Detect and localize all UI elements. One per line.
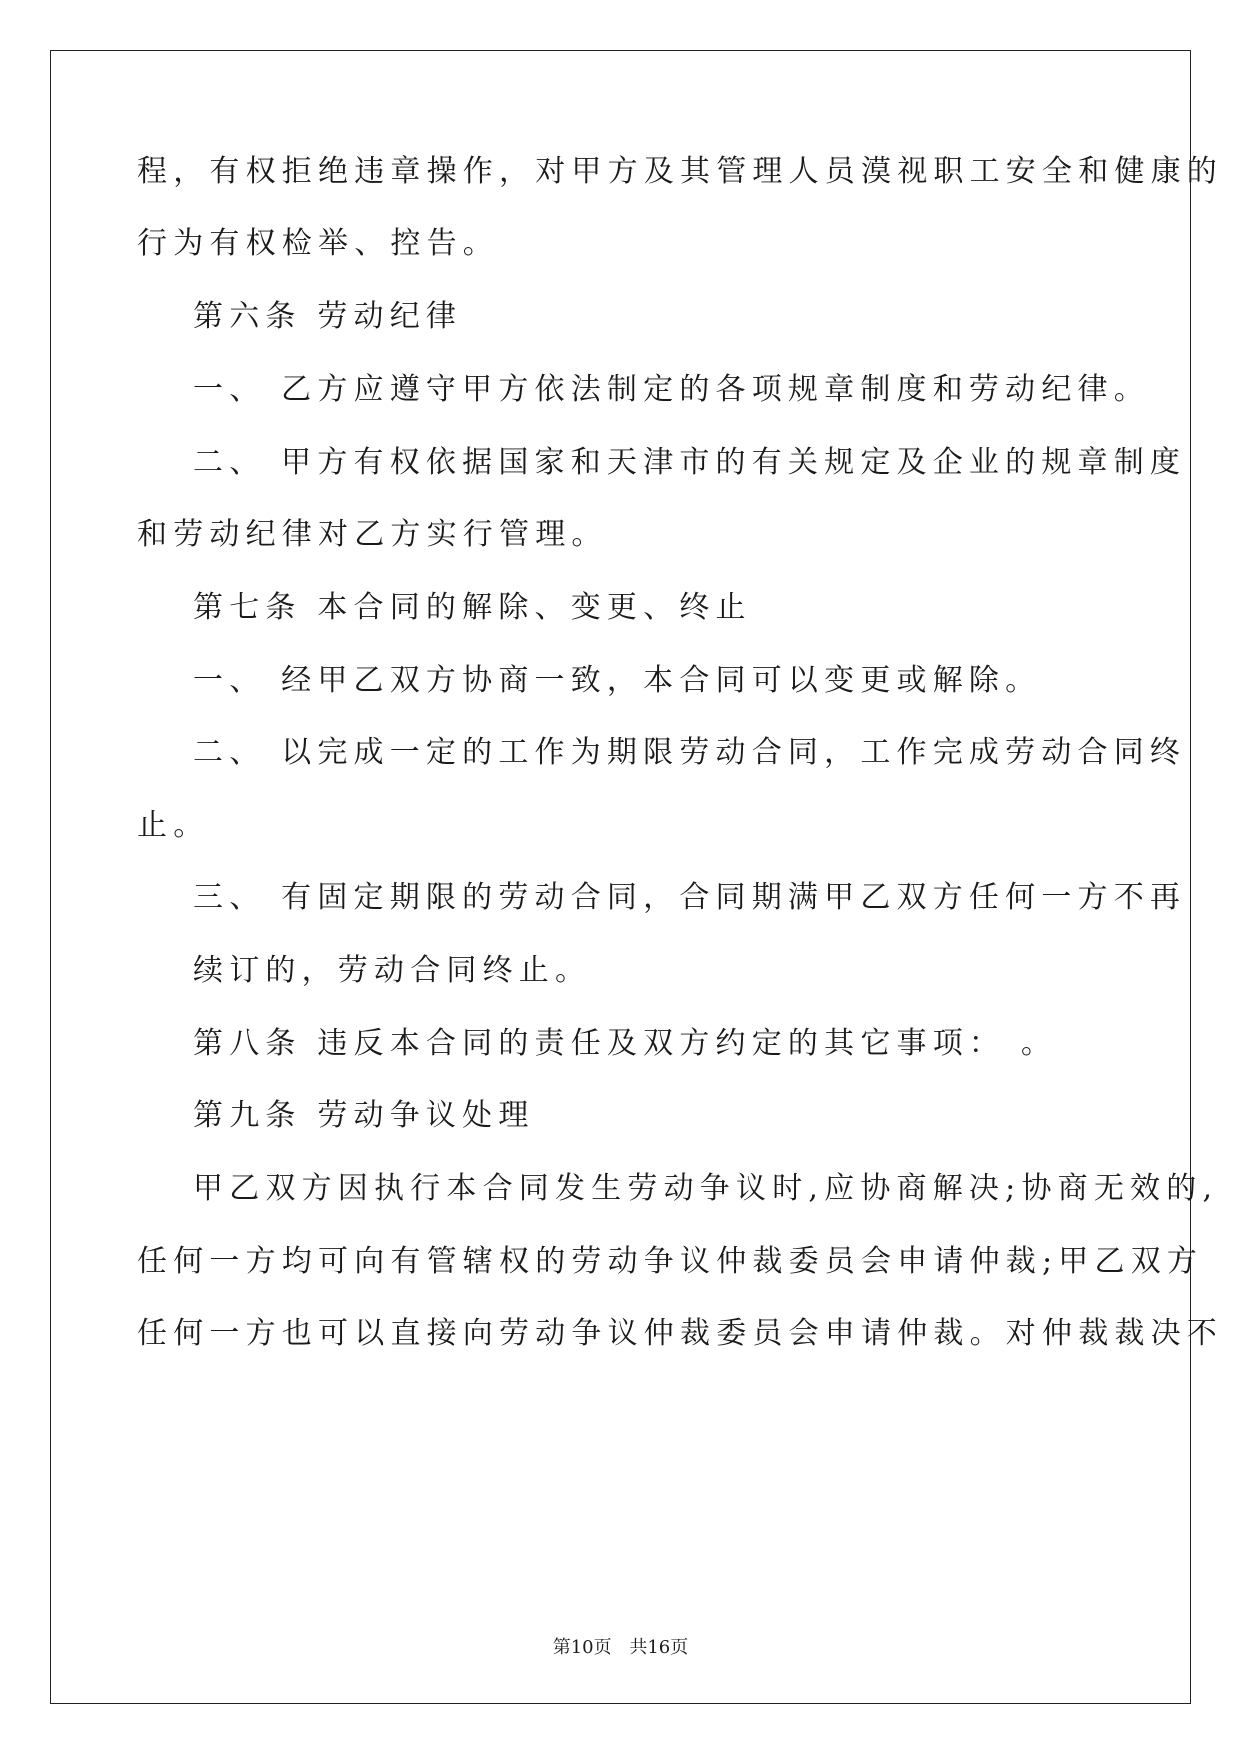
page-footer	[0, 1633, 1241, 1659]
text-line: 一、 经甲乙双方协商一致，本合同可以变更或解除。	[193, 663, 1042, 698]
text-line: 二、 以完成一定的工作为期限劳动合同，工作完成劳动合同终	[193, 735, 1187, 770]
text-line: 程，有权拒绝违章操作，对甲方及其管理人员漠视职工安全和健康的	[137, 154, 1223, 189]
text-line: 二、 甲方有权依据国家和天津市的有关规定及企业的规章制度	[193, 445, 1187, 480]
text-line: 甲乙双方因执行本合同发生劳动争议时,应协商解决;协商无效的,	[193, 1171, 1219, 1206]
section-heading: 第九条 劳动争议处理	[193, 1098, 535, 1133]
section-heading: 第七条 本合同的解除、变更、终止	[193, 590, 752, 625]
page-number: 第10页	[552, 1637, 612, 1658]
text-line: 三、 有固定期限的劳动合同，合同期满甲乙双方任何一方不再	[193, 880, 1187, 915]
text-line: 和劳动纪律对乙方实行管理。	[137, 517, 608, 552]
text-line: 行为有权检举、控告。	[137, 226, 499, 261]
text-line: 一、 乙方应遵守甲方依法制定的各项规章制度和劳动纪律。	[193, 372, 1150, 407]
text-line: 止。	[137, 808, 210, 843]
section-heading: 第六条 劳动纪律	[193, 299, 463, 334]
text-line: 任何一方均可向有管辖权的劳动争议仲裁委员会申请仲裁;甲乙双方	[137, 1244, 1204, 1279]
text-line: 任何一方也可以直接向劳动争议仲裁委员会申请仲裁。对仲裁裁决不	[137, 1316, 1223, 1351]
page-total: 共16页	[629, 1637, 689, 1658]
text-line: 续订的，劳动合同终止。	[193, 953, 592, 988]
section-heading: 第八条 违反本合同的责任及双方约定的其它事项： 。	[193, 1026, 1058, 1061]
